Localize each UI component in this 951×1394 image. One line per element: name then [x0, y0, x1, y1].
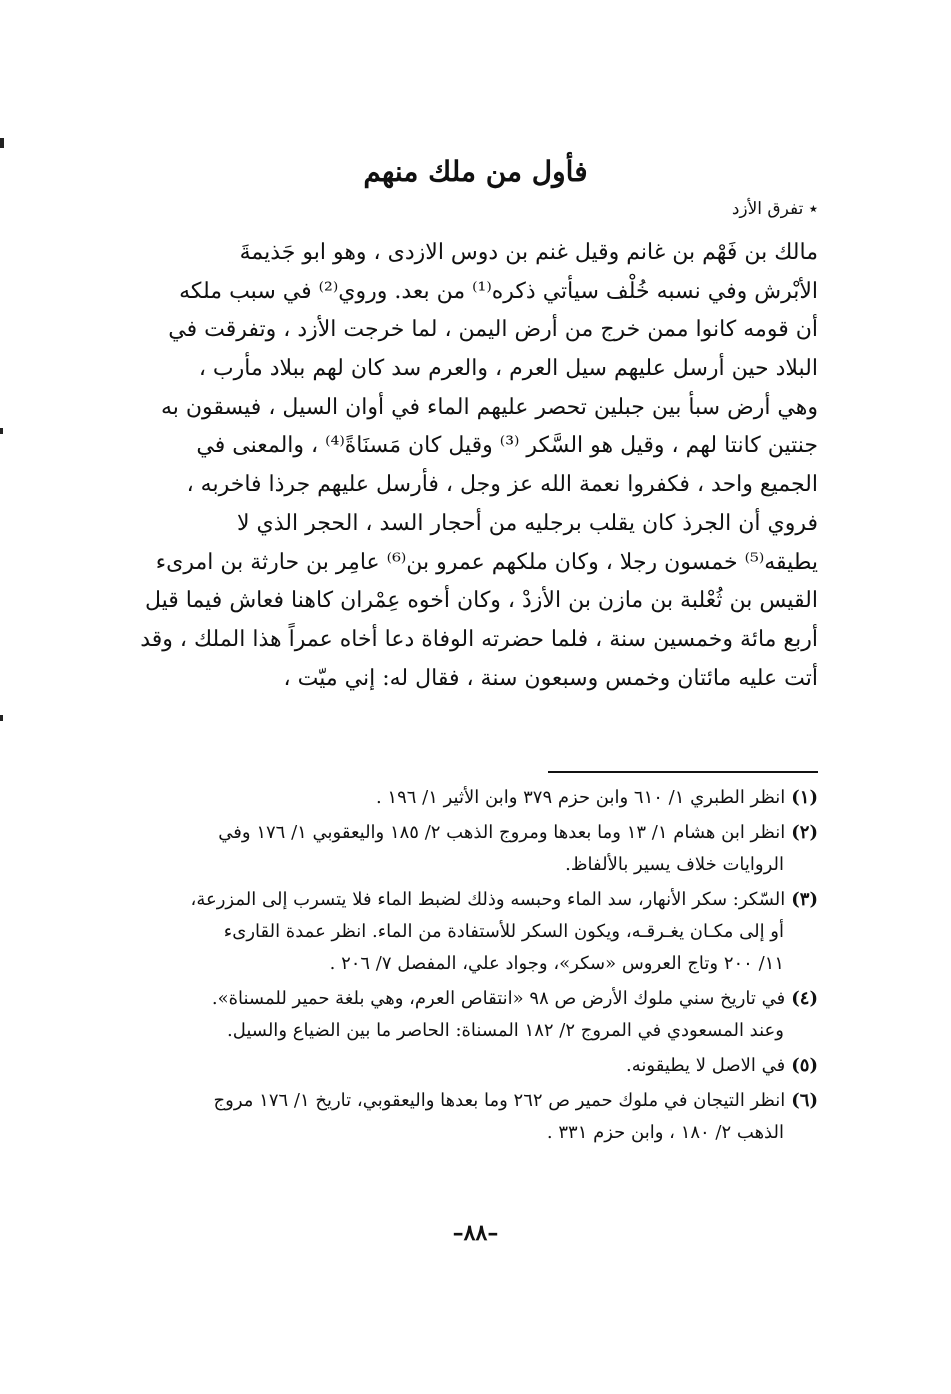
text-line: الجميع واحد ، فكفروا نعمة الله عز وجل ، فأرسل عليهم جرذا فاخربه ،: [186, 472, 818, 498]
footnote: [128, 1050, 818, 1082]
footnote: [128, 1085, 818, 1149]
margin-mark: [0, 138, 4, 148]
text-line: أتت عليه مائتان وخمس وسبعون سنة ، فقال له: إني ميّت ،: [283, 665, 818, 691]
text-line: جنتين كانتا لهم ، وقيل هو السَّكر ⁽³⁾ وقيل كان مَسنَاةً⁽⁴⁾ ، والمعنى في: [196, 433, 818, 459]
footnote: [128, 817, 818, 881]
text-line: البلاد حين أرسل عليهم سيل العرم ، والعرم سد كان لهم ببلاد مأرب ،: [198, 356, 818, 382]
footnote-text: انظر التيجان في ملوك حمير ص ٢٦٢ وما بعدها واليعقوبي، تاريخ ١/ ١٧٦ مروج: [213, 1090, 786, 1111]
footnote-number: (٢): [791, 822, 818, 843]
footnote-text: السّكر: سكر الأنهار، سد الماء وحبسه وذلك لضبط الماء فلا يتسرب إلى المزرعة،: [190, 889, 786, 910]
footnote-text: ١١/ ٢٠٠ وتاج العروس «سكر»، وجواد علي، المفصل ٧/ ٢٠٦ .: [329, 953, 784, 974]
footnote-text: أو إلى مكـان يغـرقـه، ويكون السكر للأستفادة من الماء. انظر عمدة القارىء: [223, 921, 784, 942]
page-number: –٨٨–: [452, 1220, 499, 1246]
text-line: القيس بن ثُعْلبة بن مازن بن الأزدْ ، وكان أخوه عِمْران كاهنا فعاش فيما قيل: [144, 588, 818, 614]
footnote-text: الذهب ٢/ ١٨٠ ، وابن حزم ٣٣١ .: [546, 1122, 784, 1143]
footnote-text: وعند المسعودي في المروج ٢/ ١٨٢ المسناة: الحاصر ما بين الضياع والسيل.: [226, 1020, 784, 1041]
footnote-text: الروايات خلاف يسير بالألفاظ.: [565, 854, 784, 875]
margin-mark: [0, 715, 3, 721]
margin-note: ٭ تفرق الأزد: [731, 199, 818, 219]
text-line: الأبْرش وفي نسبه خُلْف سيأتي ذكره⁽¹⁾ من بعد. وروي⁽²⁾ في سبب ملكه: [179, 278, 818, 304]
footnote-separator: [548, 771, 818, 773]
text-line: فروي أن الجرذ كان يقلب برجليه من أحجار السد ، الحجر الذي لا: [236, 510, 818, 536]
footnote-text: انظر الطبري ١/ ٦١٠ وابن حزم ٣٧٩ وابن الأثير ١/ ١٩٦ .: [375, 787, 786, 808]
text-line: مالك بن فَهْم بن غانم وقيل غنم بن دوس الازدى ، وهو ابو جَذيمةَ: [239, 240, 818, 265]
margin-mark: [0, 428, 3, 434]
footnote: [128, 983, 818, 1047]
footnote-number: (٣): [791, 889, 818, 910]
section-heading: فأول من ملك منهم: [363, 155, 588, 188]
main-text: [138, 234, 818, 698]
text-line: أربع مائة وخمسين سنة ، فلما حضرته الوفاة دعا أخاه عمراً هذا الملك ، وقد: [140, 626, 818, 652]
footnote-number: (٦): [791, 1090, 818, 1111]
footnote: [128, 782, 818, 814]
text-line: أن قومه كانوا ممن خرج من أرض اليمن ، لما خرجت الأزد ، وتفرقت في: [168, 317, 818, 343]
footnote: [128, 884, 818, 980]
footnote-text: في الاصل لا يطيقونه.: [626, 1055, 786, 1076]
footnote-number: (٥): [791, 1055, 818, 1076]
footnote-number: (١): [791, 787, 818, 808]
text-line: يطيقه⁽⁵⁾ خمسون رجلا ، وكان ملكهم عمرو بن⁽⁶⁾ عامِر بن حارثة بن امرىء: [155, 549, 818, 575]
footnotes-list: [128, 782, 818, 1152]
footnote-text: في تاريخ سني ملوك الأرض ص ٩٨ «انتقاص العرم، وهي بلغة حمير للمسناة».: [211, 988, 786, 1009]
text-line: وهي أرض سبأ بين جبلين تحصر عليهم الماء في أوان السيل ، فيسقون به: [160, 394, 818, 420]
footnote-text: انظر ابن هشام ١/ ١٣ وما بعدها ومروج الذهب ٢/ ١٨٥ واليعقوبي ١/ ١٧٦ وفي: [218, 822, 786, 843]
footnote-number: (٤): [791, 988, 818, 1009]
